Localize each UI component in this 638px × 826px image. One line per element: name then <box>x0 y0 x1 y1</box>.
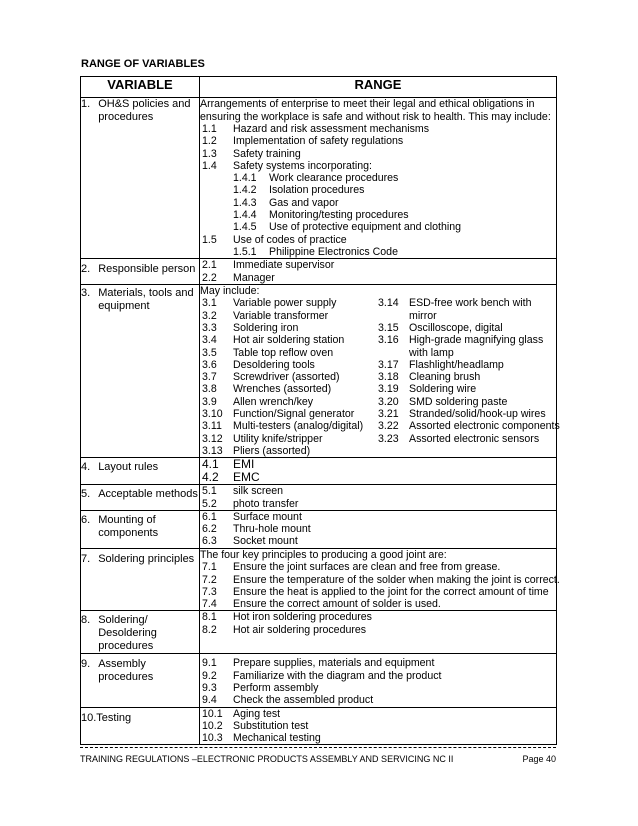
item-number: 1.5.1 <box>233 245 257 258</box>
item-text: Socket mount <box>233 535 298 548</box>
item-text: silk screen <box>233 485 284 498</box>
range-item <box>200 420 378 432</box>
item-number: 7.4 <box>202 598 217 611</box>
item-number: 3.2 <box>202 309 217 322</box>
variable-cell <box>81 611 200 654</box>
item-text: Surface mount <box>233 510 302 523</box>
range-item <box>200 573 560 586</box>
range-item <box>200 498 556 510</box>
range-item <box>378 322 560 334</box>
item-number: 9.4 <box>202 694 217 707</box>
item-text: Use of codes of practice <box>233 233 347 246</box>
item-number: 5.2 <box>202 497 217 510</box>
range-item <box>200 371 378 383</box>
variable-number: 9. <box>81 658 91 671</box>
item-number: 3.21 <box>378 408 399 421</box>
item-text: Ensure the joint surfaces are clean and free from grease. <box>233 561 501 574</box>
item-text: photo transfer <box>233 497 299 510</box>
item-text: Substitution test <box>233 719 309 732</box>
variable-number: 3. <box>81 286 91 299</box>
item-text: Aging test <box>233 707 281 720</box>
table-header-row <box>81 77 557 98</box>
item-number: 7.3 <box>202 585 217 598</box>
item-text: Assorted electronic components <box>409 420 560 433</box>
item-number: 10.3 <box>202 732 223 745</box>
range-subitem <box>200 246 556 258</box>
variable-cell <box>81 548 200 611</box>
variable-column-header: VARIABLE <box>81 77 200 98</box>
item-number: 3.11 <box>202 420 222 433</box>
page-footer <box>80 754 556 764</box>
table-row <box>81 611 557 654</box>
item-number: 9.1 <box>202 657 217 670</box>
item-number: 6.3 <box>202 535 217 548</box>
range-column-header: RANGE <box>200 77 557 98</box>
range-item <box>200 148 556 160</box>
item-text: Ensure the correct amount of solder is used. <box>233 598 441 611</box>
range-item <box>200 561 556 573</box>
range-item <box>200 523 556 535</box>
range-item <box>200 657 556 669</box>
item-text: Monitoring/testing procedures <box>269 209 409 222</box>
variable-label: Responsible person <box>98 263 196 276</box>
item-number: 6.2 <box>202 523 217 536</box>
item-text: Hazard and risk assessment mechanisms <box>233 123 430 135</box>
item-number: 10.2 <box>202 719 223 732</box>
variable-number: 10. <box>81 711 97 724</box>
item-text: Prepare supplies, materials and equipment <box>233 657 435 670</box>
item-text: Ensure the temperature of the solder when making the joint is correct. <box>233 573 560 586</box>
variable-cell <box>81 510 200 548</box>
variable-cell <box>81 98 200 259</box>
item-text: Immediate supervisor <box>233 259 335 272</box>
range-item <box>200 670 556 682</box>
item-text: Safety training <box>233 147 301 160</box>
range-item <box>200 708 556 720</box>
range-item <box>200 234 556 246</box>
range-item <box>378 383 560 395</box>
item-number: 3.10 <box>202 408 223 421</box>
item-number: 8.1 <box>202 611 217 624</box>
item-number: 9.3 <box>202 681 217 694</box>
item-text: EMC <box>233 470 260 485</box>
item-text: Assorted electronic sensors <box>409 432 540 445</box>
item-number: 3.5 <box>202 346 217 359</box>
variable-label: Mounting of components <box>98 513 159 539</box>
item-text: High-grade magnifying glass with lamp <box>409 334 544 359</box>
range-list-left <box>200 297 378 457</box>
variable-number: 1. <box>81 98 91 110</box>
page-number: Page 40 <box>522 754 556 764</box>
item-number: 3.7 <box>202 371 217 384</box>
item-number: 7.1 <box>202 561 217 574</box>
range-item <box>200 123 556 135</box>
variable-cell <box>81 259 200 285</box>
range-of-variables-table <box>80 76 560 745</box>
range-item <box>378 396 560 408</box>
item-text: Function/Signal generator <box>233 408 355 421</box>
item-text: Variable transformer <box>233 309 329 322</box>
table-row <box>81 707 557 745</box>
item-text: Soldering wire <box>409 383 477 396</box>
item-number: 3.20 <box>378 395 399 408</box>
range-item <box>378 334 560 359</box>
range-item <box>378 420 560 432</box>
range-cell <box>200 458 557 485</box>
range-cell <box>200 510 557 548</box>
item-text: Desoldering tools <box>233 358 315 371</box>
range-item <box>200 694 556 706</box>
range-item <box>378 408 560 420</box>
range-subitem <box>200 184 556 196</box>
variable-number: 4. <box>81 461 91 474</box>
item-number: 3.13 <box>202 444 223 457</box>
item-number: 10.1 <box>202 707 223 720</box>
item-number: 3.19 <box>378 383 399 396</box>
range-item <box>200 396 378 408</box>
range-item <box>200 433 378 445</box>
range-item <box>378 359 560 371</box>
range-item <box>378 297 560 322</box>
item-text: Hot air soldering station <box>233 334 345 347</box>
range-intro: May include: <box>200 284 260 297</box>
item-number: 1.4 <box>202 159 217 172</box>
item-number: 3.4 <box>202 334 217 347</box>
item-text: Utility knife/stripper <box>233 432 323 445</box>
variable-cell <box>81 485 200 511</box>
item-text: ESD-free work bench with mirror <box>409 297 532 322</box>
range-cell <box>200 707 557 745</box>
item-number: 7.2 <box>202 573 217 586</box>
item-text: EMI <box>233 457 255 472</box>
item-text: Familiarize with the diagram and the product <box>233 669 442 682</box>
variable-label: OH&S policies and procedures <box>98 98 191 123</box>
range-intro: The four key principles to producing a good joint are: <box>200 548 447 561</box>
item-text: Hot iron soldering procedures <box>233 611 372 624</box>
item-text: Manager <box>233 271 275 284</box>
item-number: 2.1 <box>202 259 217 272</box>
item-number: 3.8 <box>202 383 217 396</box>
range-item <box>200 445 378 457</box>
item-number: 1.4.4 <box>233 209 257 222</box>
range-subitem <box>200 197 556 209</box>
range-item <box>200 310 378 322</box>
range-subitem <box>200 172 556 184</box>
item-number: 1.3 <box>202 147 217 160</box>
range-cell <box>200 284 560 457</box>
item-text: Variable power supply <box>233 297 337 310</box>
range-subitem <box>200 221 556 233</box>
range-item <box>200 611 556 623</box>
table-row <box>81 654 557 707</box>
item-text: Philippine Electronics Code <box>269 245 398 258</box>
item-number: 1.4.5 <box>233 221 257 234</box>
item-text: Mechanical testing <box>233 732 321 745</box>
range-item <box>200 720 556 732</box>
table-row <box>81 284 557 457</box>
item-number: 3.17 <box>378 358 399 371</box>
item-text: Soldering iron <box>233 321 299 334</box>
table-row <box>81 510 557 548</box>
range-item <box>200 272 556 284</box>
range-item <box>200 535 556 547</box>
range-item <box>200 347 378 359</box>
table-row <box>81 458 557 485</box>
range-list-right <box>378 297 560 457</box>
variable-number: 7. <box>81 552 91 565</box>
range-item <box>200 598 556 610</box>
variable-label: Materials, tools and equipment <box>98 286 194 312</box>
range-item <box>200 334 378 346</box>
item-text: Pliers (assorted) <box>233 444 311 457</box>
item-number: 3.14 <box>378 297 399 310</box>
item-text: Check the assembled product <box>233 694 374 707</box>
item-number: 3.6 <box>202 358 217 371</box>
item-text: Gas and vapor <box>269 196 339 209</box>
variable-cell <box>81 458 200 485</box>
item-text: Perform assembly <box>233 681 319 694</box>
table-row <box>81 485 557 511</box>
range-cell <box>200 98 557 259</box>
item-text: Work clearance procedures <box>269 172 399 185</box>
item-text: SMD soldering paste <box>409 395 508 408</box>
footer-title: TRAINING REGULATIONS –ELECTRONIC PRODUCTS ASSEMBLY AND SERVICING NC II <box>80 754 454 764</box>
item-number: 1.4.2 <box>233 184 257 197</box>
item-number: 3.15 <box>378 321 399 334</box>
item-number: 3.18 <box>378 371 399 384</box>
item-text: Stranded/solid/hook-up wires <box>409 408 546 421</box>
range-item <box>200 586 556 598</box>
table-row <box>81 548 557 611</box>
range-two-column-list <box>200 297 560 457</box>
item-number: 8.2 <box>202 623 217 636</box>
variable-label: Soldering principles <box>98 552 195 565</box>
variable-cell <box>81 707 200 745</box>
item-text: Cleaning brush <box>409 371 481 384</box>
variable-number: 8. <box>81 614 91 627</box>
variable-number: 6. <box>81 513 91 526</box>
table-row <box>81 259 557 285</box>
variable-label: Assembly procedures <box>98 658 154 684</box>
range-intro: Arrangements of enterprise to meet their legal and ethical obligations in ensuring the workplace is safe and without risk to health. This may include: <box>200 98 551 123</box>
item-number: 6.1 <box>202 510 217 523</box>
item-text: Flashlight/headlamp <box>409 358 504 371</box>
item-number: 3.12 <box>202 432 223 445</box>
range-item <box>200 359 378 371</box>
item-number: 1.4.3 <box>233 196 257 209</box>
item-number: 3.23 <box>378 432 399 445</box>
range-item <box>200 135 556 147</box>
item-number: 1.4.1 <box>233 172 257 185</box>
item-text: Screwdriver (assorted) <box>233 371 340 384</box>
item-number: 3.1 <box>202 297 217 310</box>
item-text: Isolation procedures <box>269 184 365 197</box>
item-number: 4.1 <box>202 457 219 472</box>
variable-label: Soldering/ Desoldering procedures <box>98 614 157 653</box>
item-number: 3.22 <box>378 420 399 433</box>
item-number: 1.5 <box>202 233 217 246</box>
range-item <box>200 511 556 523</box>
item-number: 5.1 <box>202 485 217 498</box>
variable-label: Acceptable methods <box>98 488 198 501</box>
range-item <box>200 732 556 744</box>
range-item <box>378 371 560 383</box>
range-item <box>200 297 378 309</box>
range-item <box>200 322 378 334</box>
variable-number: 5. <box>81 488 91 501</box>
range-item <box>200 682 556 694</box>
item-number: 3.16 <box>378 334 399 347</box>
range-cell <box>200 548 560 611</box>
range-item <box>200 624 556 636</box>
variable-number: 2. <box>81 263 91 276</box>
section-heading: RANGE OF VARIABLES <box>81 58 205 70</box>
item-number: 4.2 <box>202 470 219 485</box>
variable-label: Layout rules <box>98 461 159 474</box>
item-text: Use of protective equipment and clothing <box>269 221 461 234</box>
range-item <box>200 485 556 497</box>
range-item <box>200 383 378 395</box>
range-item <box>200 408 378 420</box>
item-text: Multi-testers (analog/digital) <box>233 420 364 433</box>
variable-label: Testing <box>96 711 132 724</box>
item-number: 3.9 <box>202 395 217 408</box>
table-row <box>81 98 557 259</box>
range-item <box>200 160 556 172</box>
item-text: Table top reflow oven <box>233 346 334 359</box>
item-number: 3.3 <box>202 321 217 334</box>
item-text: Thru-hole mount <box>233 523 311 536</box>
item-text: Wrenches (assorted) <box>233 383 332 396</box>
item-text: Allen wrench/key <box>233 395 314 408</box>
range-cell <box>200 485 557 511</box>
range-cell <box>200 654 557 707</box>
range-item <box>378 433 560 445</box>
range-cell <box>200 259 557 285</box>
item-number: 9.2 <box>202 669 217 682</box>
variable-cell <box>81 654 200 707</box>
range-subitem <box>200 209 556 221</box>
item-text: Hot air soldering procedures <box>233 623 367 636</box>
item-text: Oscilloscope, digital <box>409 321 503 334</box>
range-item <box>200 471 556 484</box>
range-cell <box>200 611 557 654</box>
item-text: Implementation of safety regulations <box>233 135 404 148</box>
item-text: Safety systems incorporating: <box>233 159 372 172</box>
range-item <box>200 259 556 271</box>
footer-divider <box>80 747 556 748</box>
item-number: 1.2 <box>202 135 217 148</box>
item-text: Ensure the heat is applied to the joint for the correct amount of time <box>233 585 549 598</box>
variable-cell <box>81 284 200 457</box>
item-number: 1.1 <box>202 123 217 135</box>
item-number: 2.2 <box>202 271 217 284</box>
